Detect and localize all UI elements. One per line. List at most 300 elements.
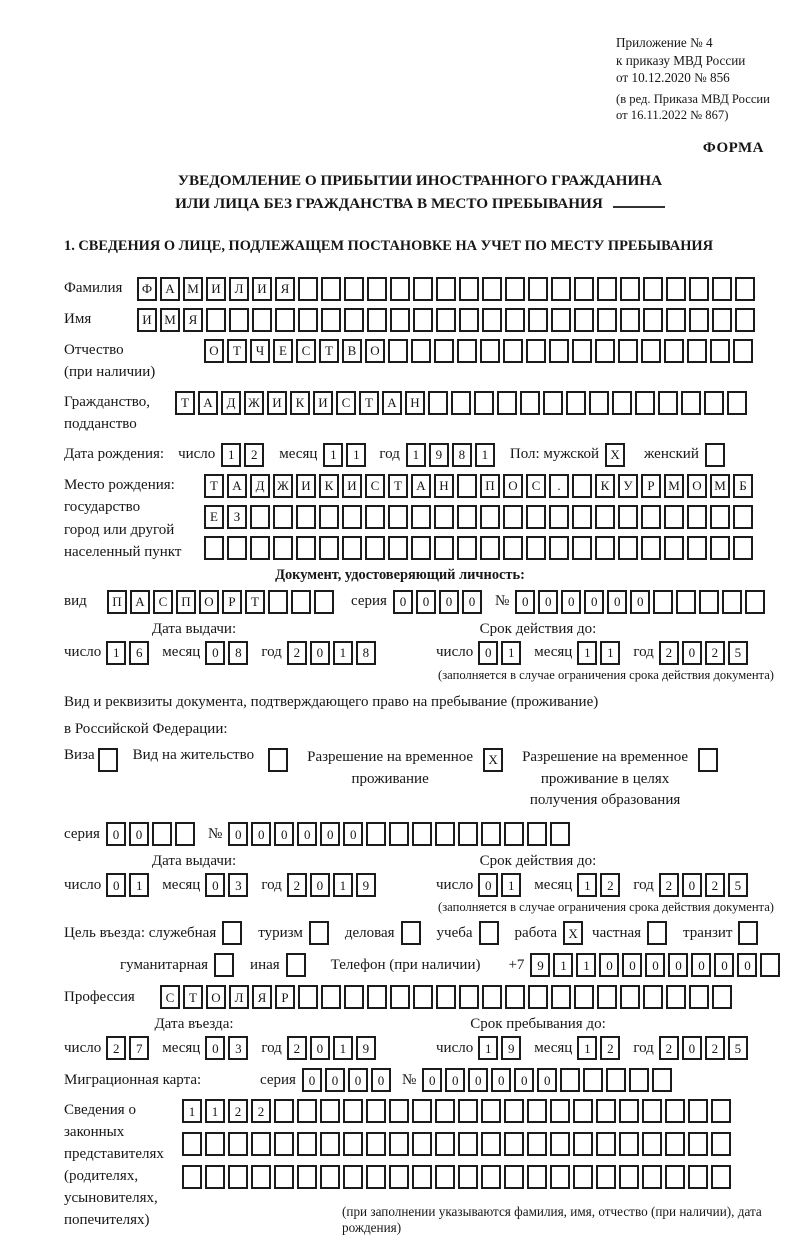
char-box[interactable]: И <box>342 474 362 498</box>
char-box[interactable] <box>98 748 118 772</box>
char-box[interactable] <box>503 536 523 560</box>
char-box[interactable] <box>619 1099 639 1123</box>
char-box[interactable] <box>388 505 408 529</box>
char-box[interactable] <box>481 1165 501 1189</box>
char-box[interactable] <box>175 822 195 846</box>
char-box[interactable] <box>635 391 655 415</box>
char-box[interactable] <box>297 1132 317 1156</box>
char-box[interactable] <box>549 339 569 363</box>
char-box[interactable] <box>434 505 454 529</box>
char-box[interactable] <box>619 1165 639 1189</box>
char-box[interactable]: А <box>198 391 218 415</box>
char-box[interactable] <box>411 339 431 363</box>
char-box[interactable]: 0 <box>310 873 330 897</box>
char-box[interactable] <box>457 474 477 498</box>
char-box[interactable]: 1 <box>346 443 366 467</box>
char-box[interactable] <box>413 985 433 1009</box>
char-box[interactable] <box>412 1132 432 1156</box>
char-box[interactable] <box>481 1099 501 1123</box>
char-box[interactable]: . <box>549 474 569 498</box>
char-box[interactable]: 1 <box>406 443 426 467</box>
char-box[interactable] <box>665 1165 685 1189</box>
char-box[interactable] <box>367 985 387 1009</box>
char-box[interactable] <box>320 1132 340 1156</box>
char-box[interactable]: С <box>526 474 546 498</box>
char-box[interactable] <box>321 985 341 1009</box>
char-box[interactable] <box>595 536 615 560</box>
char-box[interactable] <box>505 277 525 301</box>
char-box[interactable] <box>528 985 548 1009</box>
char-box[interactable] <box>458 1099 478 1123</box>
char-box[interactable] <box>688 1099 708 1123</box>
char-box[interactable] <box>704 391 724 415</box>
char-box[interactable] <box>760 953 780 977</box>
char-box[interactable]: 2 <box>228 1099 248 1123</box>
char-box[interactable]: 6 <box>129 641 149 665</box>
char-box[interactable] <box>606 1068 626 1092</box>
char-box[interactable] <box>365 536 385 560</box>
char-box[interactable] <box>367 308 387 332</box>
char-box[interactable] <box>343 1165 363 1189</box>
char-box[interactable]: 0 <box>251 822 271 846</box>
char-box[interactable]: А <box>160 277 180 301</box>
char-box[interactable] <box>268 748 288 772</box>
char-box[interactable] <box>687 339 707 363</box>
char-box[interactable]: 1 <box>333 1036 353 1060</box>
char-box[interactable]: 0 <box>371 1068 391 1092</box>
char-box[interactable]: П <box>176 590 196 614</box>
char-box[interactable]: С <box>153 590 173 614</box>
char-box[interactable]: 0 <box>310 641 330 665</box>
char-box[interactable] <box>550 1099 570 1123</box>
char-box[interactable] <box>459 985 479 1009</box>
char-box[interactable] <box>504 1132 524 1156</box>
char-box[interactable] <box>411 536 431 560</box>
char-box[interactable]: 0 <box>302 1068 322 1092</box>
char-box[interactable]: Т <box>175 391 195 415</box>
char-box[interactable] <box>560 1068 580 1092</box>
char-box[interactable] <box>435 1165 455 1189</box>
char-box[interactable] <box>268 590 288 614</box>
char-box[interactable] <box>527 1099 547 1123</box>
char-box[interactable] <box>428 391 448 415</box>
char-box[interactable] <box>286 953 306 977</box>
char-box[interactable] <box>504 822 524 846</box>
char-box[interactable]: 0 <box>439 590 459 614</box>
char-box[interactable] <box>182 1165 202 1189</box>
char-box[interactable] <box>297 1165 317 1189</box>
char-box[interactable]: М <box>664 474 684 498</box>
char-box[interactable]: С <box>160 985 180 1009</box>
char-box[interactable]: 7 <box>129 1036 149 1060</box>
char-box[interactable] <box>366 1099 386 1123</box>
char-box[interactable] <box>388 536 408 560</box>
char-box[interactable]: М <box>183 277 203 301</box>
char-box[interactable] <box>481 1132 501 1156</box>
char-box[interactable] <box>687 536 707 560</box>
char-box[interactable]: 0 <box>515 590 535 614</box>
char-box[interactable] <box>182 1132 202 1156</box>
char-box[interactable] <box>572 536 592 560</box>
char-box[interactable] <box>366 1132 386 1156</box>
char-box[interactable]: К <box>290 391 310 415</box>
char-box[interactable] <box>705 443 725 467</box>
char-box[interactable]: И <box>267 391 287 415</box>
char-box[interactable] <box>366 1165 386 1189</box>
char-box[interactable] <box>206 308 226 332</box>
char-box[interactable]: 0 <box>682 1036 702 1060</box>
char-box[interactable]: 1 <box>577 873 597 897</box>
char-box[interactable] <box>589 391 609 415</box>
char-box[interactable]: Т <box>245 590 265 614</box>
char-box[interactable] <box>526 339 546 363</box>
char-box[interactable]: X <box>563 921 583 945</box>
char-box[interactable] <box>344 308 364 332</box>
char-box[interactable] <box>275 308 295 332</box>
char-box[interactable] <box>652 1068 672 1092</box>
char-box[interactable] <box>457 505 477 529</box>
char-box[interactable] <box>388 339 408 363</box>
char-box[interactable] <box>711 1132 731 1156</box>
char-box[interactable] <box>343 1132 363 1156</box>
char-box[interactable]: Н <box>434 474 454 498</box>
char-box[interactable] <box>574 277 594 301</box>
char-box[interactable] <box>666 985 686 1009</box>
char-box[interactable] <box>550 822 570 846</box>
char-box[interactable]: 0 <box>691 953 711 977</box>
char-box[interactable]: 9 <box>356 873 376 897</box>
char-box[interactable]: Н <box>405 391 425 415</box>
char-box[interactable] <box>459 277 479 301</box>
char-box[interactable] <box>735 308 755 332</box>
char-box[interactable]: 1 <box>501 873 521 897</box>
char-box[interactable] <box>745 590 765 614</box>
char-box[interactable] <box>596 1099 616 1123</box>
char-box[interactable]: Ч <box>250 339 270 363</box>
char-box[interactable] <box>296 536 316 560</box>
char-box[interactable]: 2 <box>106 1036 126 1060</box>
char-box[interactable] <box>152 822 172 846</box>
char-box[interactable] <box>665 1132 685 1156</box>
char-box[interactable] <box>320 1165 340 1189</box>
char-box[interactable]: 1 <box>323 443 343 467</box>
char-box[interactable] <box>733 536 753 560</box>
char-box[interactable] <box>712 985 732 1009</box>
char-box[interactable] <box>528 277 548 301</box>
char-box[interactable]: 5 <box>728 873 748 897</box>
char-box[interactable]: 0 <box>274 822 294 846</box>
char-box[interactable] <box>641 536 661 560</box>
char-box[interactable] <box>390 277 410 301</box>
char-box[interactable]: С <box>296 339 316 363</box>
char-box[interactable] <box>733 505 753 529</box>
char-box[interactable] <box>551 308 571 332</box>
char-box[interactable]: 1 <box>475 443 495 467</box>
char-box[interactable]: О <box>204 339 224 363</box>
char-box[interactable] <box>344 277 364 301</box>
char-box[interactable]: 2 <box>287 873 307 897</box>
char-box[interactable] <box>618 339 638 363</box>
char-box[interactable]: М <box>160 308 180 332</box>
char-box[interactable] <box>653 590 673 614</box>
char-box[interactable] <box>688 1165 708 1189</box>
char-box[interactable]: 3 <box>228 873 248 897</box>
char-box[interactable] <box>505 308 525 332</box>
char-box[interactable]: 0 <box>538 590 558 614</box>
char-box[interactable]: 0 <box>343 822 363 846</box>
char-box[interactable]: 5 <box>728 641 748 665</box>
char-box[interactable]: И <box>313 391 333 415</box>
char-box[interactable]: 0 <box>607 590 627 614</box>
char-box[interactable] <box>319 505 339 529</box>
char-box[interactable] <box>504 1099 524 1123</box>
char-box[interactable] <box>435 822 455 846</box>
char-box[interactable]: 0 <box>682 873 702 897</box>
char-box[interactable]: О <box>687 474 707 498</box>
char-box[interactable] <box>457 339 477 363</box>
char-box[interactable] <box>572 339 592 363</box>
char-box[interactable] <box>401 921 421 945</box>
char-box[interactable]: 9 <box>429 443 449 467</box>
char-box[interactable] <box>321 277 341 301</box>
char-box[interactable] <box>413 277 433 301</box>
char-box[interactable]: Д <box>250 474 270 498</box>
char-box[interactable]: 2 <box>705 1036 725 1060</box>
char-box[interactable] <box>664 505 684 529</box>
char-box[interactable] <box>641 339 661 363</box>
char-box[interactable]: Т <box>183 985 203 1009</box>
char-box[interactable] <box>658 391 678 415</box>
char-box[interactable]: Л <box>229 277 249 301</box>
char-box[interactable] <box>618 536 638 560</box>
char-box[interactable]: Т <box>227 339 247 363</box>
char-box[interactable] <box>205 1165 225 1189</box>
char-box[interactable]: 8 <box>228 641 248 665</box>
char-box[interactable] <box>321 308 341 332</box>
char-box[interactable]: 0 <box>645 953 665 977</box>
char-box[interactable]: 9 <box>356 1036 376 1060</box>
char-box[interactable] <box>480 339 500 363</box>
char-box[interactable] <box>412 1165 432 1189</box>
char-box[interactable] <box>574 308 594 332</box>
char-box[interactable]: 0 <box>630 590 650 614</box>
char-box[interactable] <box>676 590 696 614</box>
char-box[interactable]: 2 <box>659 641 679 665</box>
char-box[interactable] <box>479 921 499 945</box>
char-box[interactable]: 1 <box>478 1036 498 1060</box>
char-box[interactable] <box>712 277 732 301</box>
char-box[interactable] <box>549 505 569 529</box>
char-box[interactable] <box>573 1165 593 1189</box>
char-box[interactable] <box>389 1099 409 1123</box>
char-box[interactable]: И <box>296 474 316 498</box>
char-box[interactable] <box>527 1132 547 1156</box>
char-box[interactable] <box>480 536 500 560</box>
char-box[interactable] <box>482 277 502 301</box>
char-box[interactable] <box>551 985 571 1009</box>
char-box[interactable]: Л <box>229 985 249 1009</box>
char-box[interactable]: 1 <box>577 1036 597 1060</box>
char-box[interactable]: Т <box>388 474 408 498</box>
char-box[interactable]: 2 <box>244 443 264 467</box>
char-box[interactable] <box>619 1132 639 1156</box>
char-box[interactable]: 1 <box>205 1099 225 1123</box>
char-box[interactable] <box>528 308 548 332</box>
char-box[interactable] <box>436 985 456 1009</box>
char-box[interactable] <box>710 339 730 363</box>
char-box[interactable] <box>596 1132 616 1156</box>
char-box[interactable] <box>699 590 719 614</box>
char-box[interactable] <box>274 1099 294 1123</box>
char-box[interactable] <box>549 536 569 560</box>
char-box[interactable]: 0 <box>205 641 225 665</box>
char-box[interactable] <box>214 953 234 977</box>
char-box[interactable]: 0 <box>714 953 734 977</box>
char-box[interactable]: 1 <box>129 873 149 897</box>
char-box[interactable]: Д <box>221 391 241 415</box>
char-box[interactable] <box>620 985 640 1009</box>
char-box[interactable]: 0 <box>393 590 413 614</box>
char-box[interactable]: Т <box>204 474 224 498</box>
char-box[interactable] <box>666 308 686 332</box>
char-box[interactable] <box>274 1165 294 1189</box>
char-box[interactable] <box>711 1165 731 1189</box>
char-box[interactable] <box>503 505 523 529</box>
char-box[interactable]: Б <box>733 474 753 498</box>
char-box[interactable] <box>320 1099 340 1123</box>
char-box[interactable] <box>459 308 479 332</box>
char-box[interactable]: 0 <box>106 873 126 897</box>
char-box[interactable] <box>366 822 386 846</box>
char-box[interactable]: 8 <box>452 443 472 467</box>
char-box[interactable] <box>595 505 615 529</box>
char-box[interactable] <box>229 308 249 332</box>
char-box[interactable] <box>227 536 247 560</box>
char-box[interactable] <box>710 505 730 529</box>
char-box[interactable] <box>309 921 329 945</box>
char-box[interactable]: И <box>137 308 157 332</box>
char-box[interactable] <box>681 391 701 415</box>
char-box[interactable] <box>436 277 456 301</box>
char-box[interactable]: Ж <box>273 474 293 498</box>
char-box[interactable] <box>727 391 747 415</box>
char-box[interactable] <box>482 985 502 1009</box>
char-box[interactable]: 0 <box>297 822 317 846</box>
char-box[interactable]: А <box>411 474 431 498</box>
char-box[interactable]: К <box>595 474 615 498</box>
char-box[interactable] <box>205 1132 225 1156</box>
char-box[interactable] <box>474 391 494 415</box>
char-box[interactable] <box>297 1099 317 1123</box>
char-box[interactable]: Ф <box>137 277 157 301</box>
char-box[interactable] <box>664 339 684 363</box>
char-box[interactable]: 3 <box>228 1036 248 1060</box>
char-box[interactable] <box>298 308 318 332</box>
char-box[interactable]: К <box>319 474 339 498</box>
char-box[interactable] <box>457 536 477 560</box>
char-box[interactable] <box>296 505 316 529</box>
char-box[interactable]: А <box>227 474 247 498</box>
char-box[interactable] <box>643 277 663 301</box>
char-box[interactable]: 0 <box>491 1068 511 1092</box>
char-box[interactable] <box>343 1099 363 1123</box>
char-box[interactable]: 0 <box>561 590 581 614</box>
char-box[interactable] <box>710 536 730 560</box>
char-box[interactable]: Я <box>183 308 203 332</box>
char-box[interactable]: 0 <box>737 953 757 977</box>
char-box[interactable] <box>573 1099 593 1123</box>
char-box[interactable] <box>527 822 547 846</box>
char-box[interactable] <box>250 536 270 560</box>
char-box[interactable] <box>583 1068 603 1092</box>
char-box[interactable]: 0 <box>478 873 498 897</box>
char-box[interactable]: 0 <box>320 822 340 846</box>
char-box[interactable] <box>642 1099 662 1123</box>
char-box[interactable] <box>436 308 456 332</box>
char-box[interactable]: П <box>107 590 127 614</box>
char-box[interactable]: И <box>252 277 272 301</box>
char-box[interactable] <box>389 1165 409 1189</box>
char-box[interactable]: А <box>130 590 150 614</box>
char-box[interactable] <box>620 277 640 301</box>
char-box[interactable]: 0 <box>106 822 126 846</box>
char-box[interactable] <box>666 277 686 301</box>
char-box[interactable]: Т <box>319 339 339 363</box>
char-box[interactable]: 2 <box>705 873 725 897</box>
char-box[interactable]: 1 <box>333 873 353 897</box>
char-box[interactable]: Я <box>275 277 295 301</box>
char-box[interactable] <box>574 985 594 1009</box>
char-box[interactable]: И <box>206 277 226 301</box>
char-box[interactable] <box>222 921 242 945</box>
char-box[interactable] <box>572 474 592 498</box>
char-box[interactable] <box>618 505 638 529</box>
char-box[interactable] <box>497 391 517 415</box>
char-box[interactable] <box>520 391 540 415</box>
char-box[interactable] <box>390 308 410 332</box>
char-box[interactable]: 1 <box>553 953 573 977</box>
char-box[interactable] <box>504 1165 524 1189</box>
char-box[interactable] <box>435 1099 455 1123</box>
char-box[interactable]: 0 <box>310 1036 330 1060</box>
char-box[interactable]: 0 <box>445 1068 465 1092</box>
char-box[interactable]: 9 <box>501 1036 521 1060</box>
char-box[interactable]: 2 <box>705 641 725 665</box>
char-box[interactable] <box>482 308 502 332</box>
char-box[interactable] <box>298 277 318 301</box>
char-box[interactable] <box>481 822 501 846</box>
char-box[interactable]: 0 <box>205 1036 225 1060</box>
char-box[interactable] <box>319 536 339 560</box>
char-box[interactable]: У <box>618 474 638 498</box>
char-box[interactable]: С <box>336 391 356 415</box>
char-box[interactable]: 2 <box>287 1036 307 1060</box>
char-box[interactable] <box>251 1132 271 1156</box>
char-box[interactable]: П <box>480 474 500 498</box>
char-box[interactable]: 2 <box>600 873 620 897</box>
char-box[interactable] <box>735 277 755 301</box>
char-box[interactable]: С <box>365 474 385 498</box>
char-box[interactable]: 5 <box>728 1036 748 1060</box>
char-box[interactable] <box>458 1165 478 1189</box>
char-box[interactable] <box>550 1165 570 1189</box>
char-box[interactable]: 0 <box>468 1068 488 1092</box>
char-box[interactable] <box>389 1132 409 1156</box>
char-box[interactable] <box>228 1165 248 1189</box>
char-box[interactable] <box>390 985 410 1009</box>
char-box[interactable] <box>435 1132 455 1156</box>
char-box[interactable] <box>505 985 525 1009</box>
